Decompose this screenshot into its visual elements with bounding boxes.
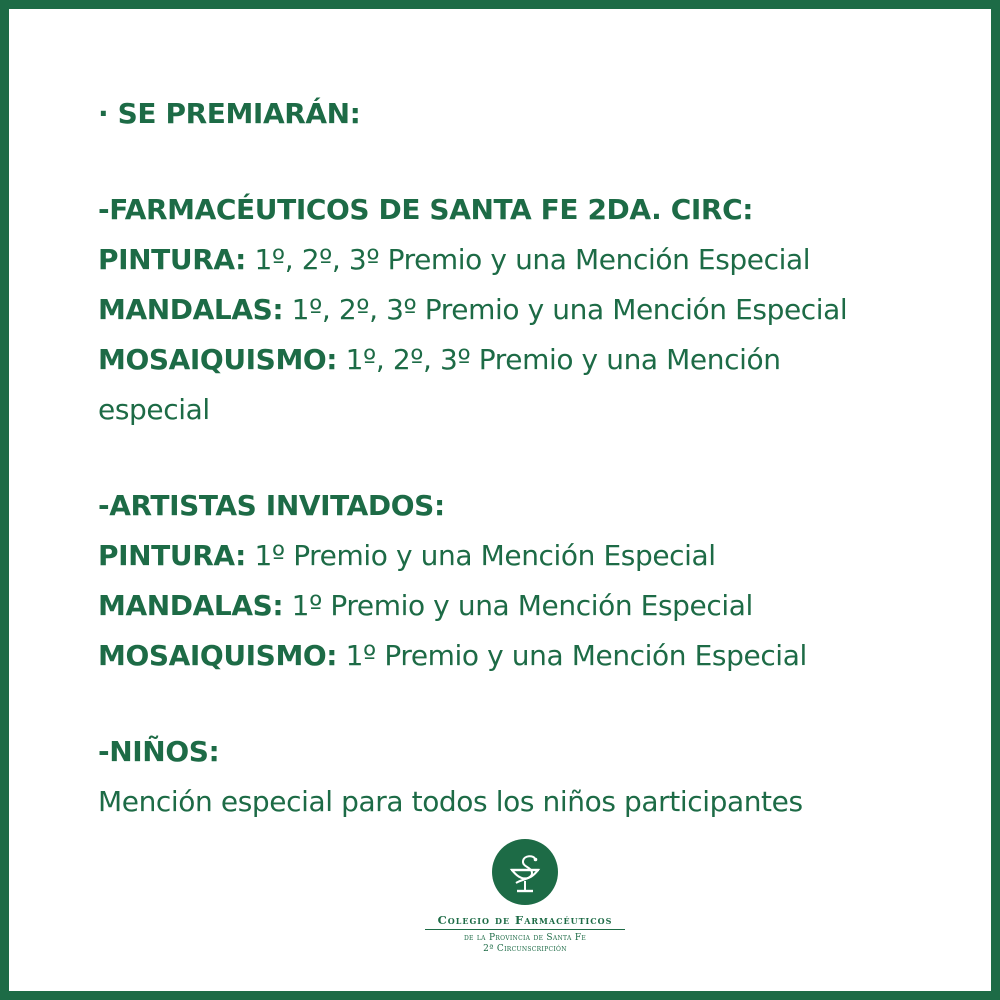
award-text-cont: especial bbox=[98, 393, 210, 426]
logo-subtitle-2: 2ª Circunscripción bbox=[483, 944, 567, 954]
spacer bbox=[98, 139, 958, 185]
award-text: 1º Premio y una Mención Especial bbox=[291, 589, 753, 622]
intro-title bbox=[98, 89, 958, 139]
section-heading-artistas: -ARTISTAS INVITADOS: bbox=[98, 489, 445, 522]
college-logo bbox=[425, 839, 625, 955]
award-line-mosaiquismo bbox=[98, 631, 958, 681]
award-text: 1º, 2º, 3º Premio y una Mención bbox=[345, 343, 781, 376]
award-line-pintura bbox=[98, 531, 958, 581]
award-text: Mención especial para todos los niños participantes bbox=[98, 785, 803, 818]
award-line-ninos bbox=[98, 777, 958, 827]
category-label: MANDALAS: bbox=[98, 589, 284, 622]
award-line-mosaiquismo bbox=[98, 335, 958, 385]
award-text: 1º Premio y una Mención Especial bbox=[254, 539, 716, 572]
category-label: MOSAIQUISMO: bbox=[98, 639, 338, 672]
award-text: 1º, 2º, 3º Premio y una Mención Especial bbox=[291, 293, 848, 326]
category-label: MANDALAS: bbox=[98, 293, 284, 326]
section-heading-farmaceuticos: -FARMACÉUTICOS DE SANTA FE 2DA. CIRC: bbox=[98, 193, 754, 226]
spacer bbox=[98, 681, 958, 727]
bowl-of-hygieia-icon bbox=[492, 839, 558, 905]
category-label: PINTURA: bbox=[98, 539, 246, 572]
awards-content bbox=[98, 89, 958, 827]
award-text: 1º Premio y una Mención Especial bbox=[345, 639, 807, 672]
intro-title-text: SE PREMIARÁN: bbox=[117, 97, 361, 130]
award-line-mosaiquismo-cont bbox=[98, 385, 958, 435]
award-line-pintura bbox=[98, 235, 958, 285]
spacer bbox=[98, 435, 958, 481]
category-label: PINTURA: bbox=[98, 243, 246, 276]
award-line-mandalas bbox=[98, 581, 958, 631]
category-label: MOSAIQUISMO: bbox=[98, 343, 338, 376]
logo-name: Colegio de Farmacéuticos bbox=[425, 913, 625, 930]
award-line-mandalas bbox=[98, 285, 958, 335]
logo-subtitle: de la Provincia de Santa Fe bbox=[463, 933, 587, 943]
award-text: 1º, 2º, 3º Premio y una Mención Especial bbox=[254, 243, 811, 276]
bullet: · bbox=[98, 97, 109, 130]
section-heading-ninos: -NIÑOS: bbox=[98, 735, 220, 768]
